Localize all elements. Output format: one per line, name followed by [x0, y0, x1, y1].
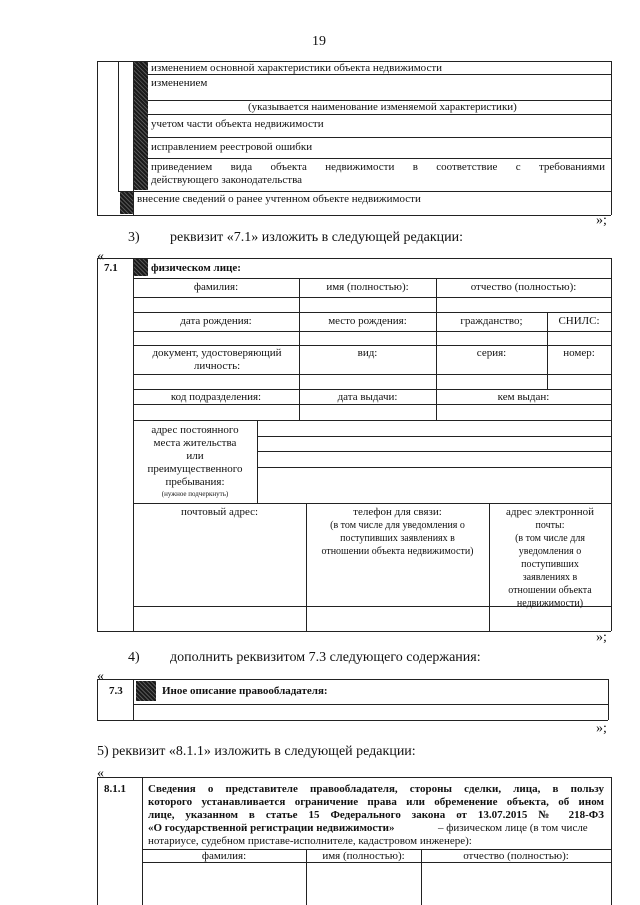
label-email-note: почты: — [535, 520, 565, 531]
label-email-note: уведомления о — [518, 546, 582, 557]
label-telefon-note: поступивших заявлениях в — [340, 533, 455, 544]
opening-quote: « — [97, 766, 104, 781]
label-vid: вид: — [357, 347, 378, 359]
row-text: учетом части объекта недвижимости — [151, 118, 324, 130]
row-number: 8.1.1 — [104, 783, 126, 795]
checkbox-icon — [136, 681, 156, 701]
checkbox-icon — [120, 191, 133, 214]
row-text: внесение сведений о ранее учтенном объекте недвижимости — [137, 193, 421, 205]
label-imya: имя (полностью): — [322, 850, 405, 862]
label-data-rozhdeniya: дата рождения: — [180, 315, 252, 327]
label-data-vydachi: дата выдачи: — [337, 391, 398, 403]
label-email-note: недвижимости) — [516, 598, 584, 609]
row-number: 7.1 — [104, 262, 118, 274]
label-nomer: номер: — [563, 347, 595, 359]
label-adres-line: места жительства — [153, 437, 237, 449]
hatched-column — [134, 62, 148, 190]
row-text: изменением — [151, 77, 208, 89]
section-title: физическом лице: — [151, 262, 241, 274]
label-imya: имя (полностью): — [326, 281, 409, 293]
label-document: документ, удостоверяющий личность: — [152, 347, 282, 372]
label-kem-vydan: кем выдан: — [497, 391, 550, 403]
label-mesto-rozhdeniya: место рождения: — [328, 315, 407, 327]
label-adres-line: пребывания: — [165, 476, 225, 488]
row-text: исправлением реестровой ошибки — [151, 141, 313, 153]
section-title-cont: – физическом лице (в том числе — [438, 822, 588, 834]
closing-quote: »; — [596, 213, 607, 228]
label-email-note: отношении объекта — [508, 585, 592, 596]
opening-quote: « — [97, 669, 104, 684]
label-pochtovy-adres: почтовый адрес: — [180, 506, 259, 518]
item-text: дополнить реквизитом 7.3 следующего содержания: — [170, 650, 481, 665]
opening-quote: « — [97, 249, 104, 264]
label-seria: серия: — [476, 347, 507, 359]
section-title: Сведения о представителе правообладателя, стороны сделки, лица, в пользу — [148, 783, 604, 795]
label-familia: фамилия: — [201, 850, 247, 862]
row-text: приведением вида объекта недвижимости в соответствие с требованиями — [151, 161, 605, 173]
label-email: адрес электронной — [506, 506, 594, 518]
label-email-note: заявлениях в — [522, 572, 578, 583]
label-telefon-note: отношении объекта недвижимости) — [321, 546, 474, 557]
closing-quote: »; — [596, 630, 607, 645]
label-telefon: телефон для связи: — [353, 506, 442, 518]
checkbox-icon — [134, 259, 148, 276]
label-otchestvo: отчество (полностью): — [463, 850, 569, 862]
label-adres-line: адрес постоянного — [151, 424, 239, 436]
label-email-note: (в том числе для — [515, 533, 585, 544]
row-text: действующего законодательства — [151, 174, 303, 186]
item-number: 4) — [128, 650, 140, 665]
label-adres-line: преимущественного — [147, 463, 243, 475]
label-otchestvo: отчество (полностью): — [470, 281, 577, 293]
row-note: (указывается наименование изменяемой характеристики) — [248, 101, 517, 113]
label-grazhdanstvo: гражданство; — [460, 315, 523, 327]
label-kod-podrazdeleniya: код подразделения: — [170, 391, 262, 403]
section-title: которого устанавливается ограничение права или обременение объекта, об ином — [148, 796, 604, 808]
label-adres-line: или — [186, 450, 204, 462]
item-text: 5) реквизит «8.1.1» изложить в следующей редакции: — [97, 744, 416, 759]
section-title: Иное описание правообладателя: — [162, 685, 328, 697]
section-title: «О государственной регистрации недвижимости» — [148, 822, 395, 834]
label-familia: фамилия: — [193, 281, 239, 293]
label-email-note: поступивших — [521, 559, 579, 570]
page-number: 19 — [312, 34, 326, 49]
label-snils: СНИЛС: — [558, 315, 600, 327]
item-number: 3) — [128, 230, 140, 245]
row-text: изменением основной характеристики объекта недвижимости — [151, 62, 443, 74]
section-title-cont: нотариусе, судебном приставе-исполнителе, кадастровом инженере): — [148, 835, 472, 847]
closing-quote: »; — [596, 721, 607, 736]
label-telefon-note: (в том числе для уведомления о — [330, 520, 465, 531]
adres-note: (нужное подчеркнуть) — [161, 490, 229, 498]
item-text: реквизит «7.1» изложить в следующей редакции: — [170, 230, 464, 245]
section-title: лице, указанном в статье 15 Федерального закона от 13.07.2015 № 218-ФЗ — [148, 809, 604, 821]
row-number: 7.3 — [109, 685, 123, 697]
